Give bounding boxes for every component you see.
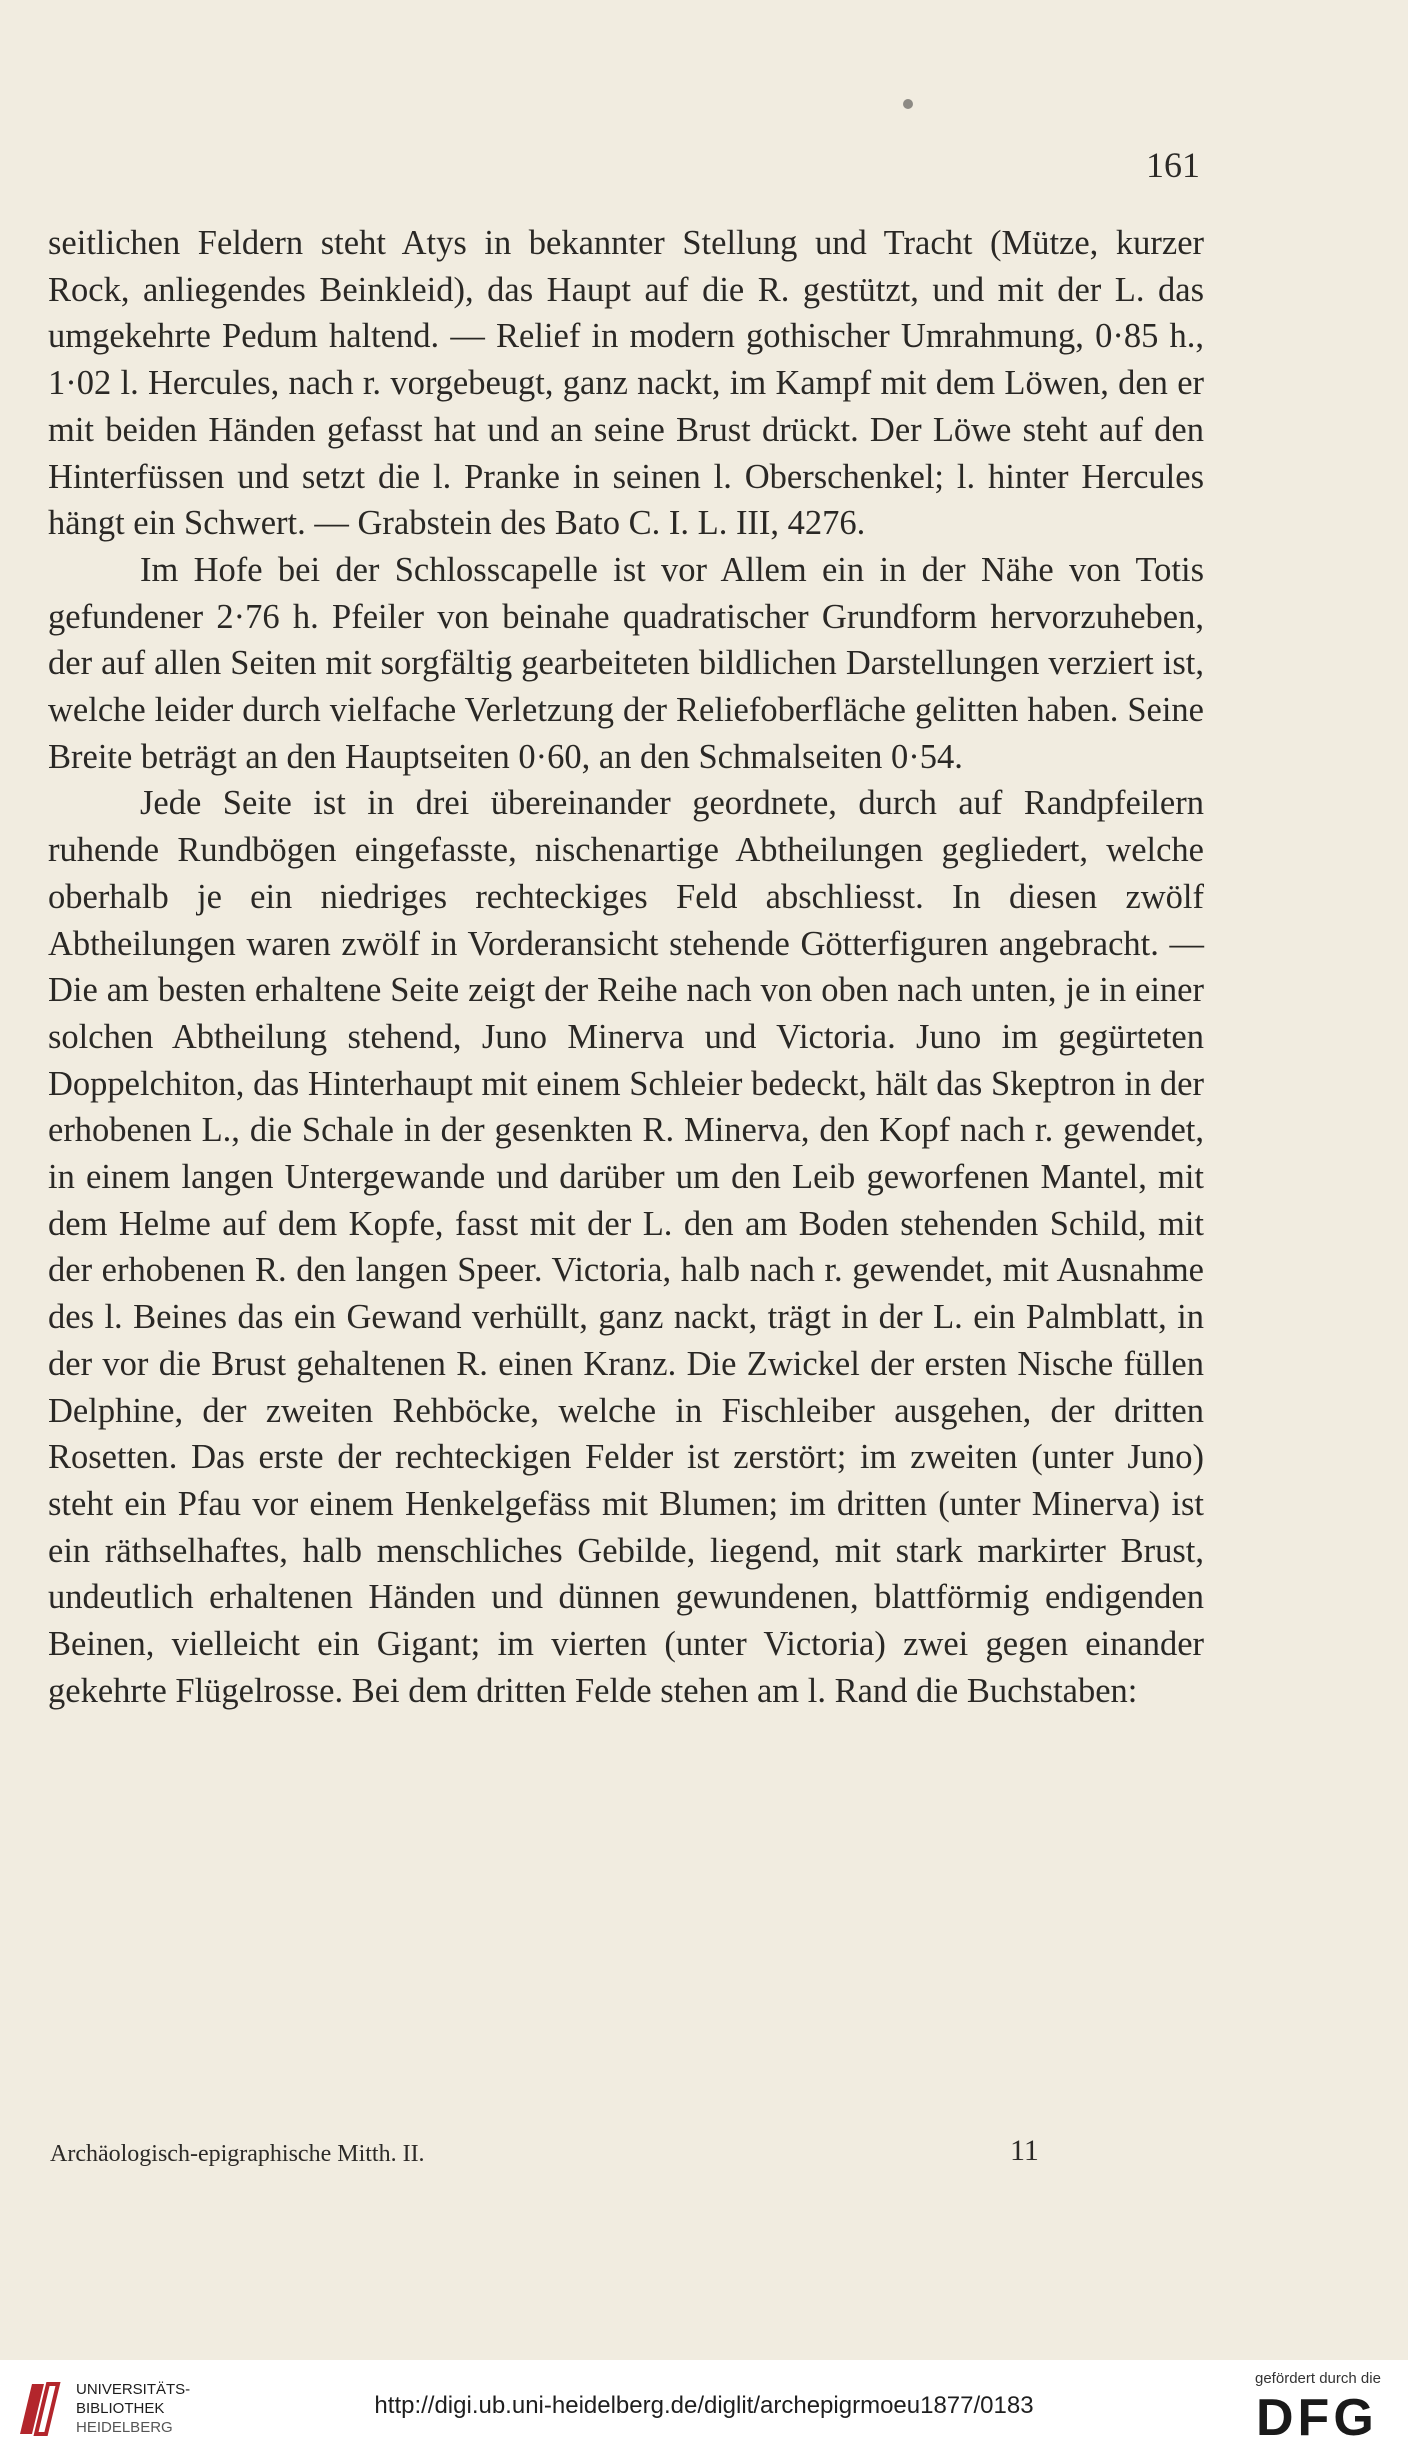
body-text [48,220,1204,1715]
paragraph-1: seitlichen Feldern steht Atys in bekannter Stellung und Tracht (Mütze, kurzer Rock, anliegendes Beinkleid), das Haupt auf die R. gestützt, und mit der L. das umgekehrte Pedum haltend. — Relief in modern gothischer Umrahmung, 0·85 h., 1·02 l. Hercules, nach r. vorgebeugt, ganz nackt, im Kampf mit dem Löwen, den er mit beiden Händen gefasst hat und an seine Brust drückt. Der Löwe steht auf den Hinterfüssen und setzt die l. Pranke in seinen l. Oberschenkel; l. hinter Hercules hängt ein Schwert. — Grabstein des Bato C. I. L. III, 4276. [48,224,1204,543]
funding-caption: gefördert durch die [1255,2370,1381,2387]
permalink-url[interactable]: http://digi.ub.uni-heidelberg.de/diglit/archepigrmoeu1877/0183 [374,2392,1034,2419]
logo-line-1: UNIVERSITÄTS- [76,2381,191,2398]
logo-line-2: BIBLIOTHEK [76,2400,165,2417]
signature-mark: 11 [1010,2134,1039,2167]
page-number: 161 [1146,145,1200,185]
paragraph-2: Im Hofe bei der Schlosscapelle ist vor Allem ein in der Nähe von Totis gefundener 2·76 h. Pfeiler von beinahe quadratischer Grundform hervorzuheben, der auf allen Seiten mit sorgfältig gearbeiteten bildlichen Darstellungen verziert ist, welche leider durch vielfache Verletzung der Reliefoberfläche gelitten haben. Seine Breite beträgt an den Hauptseiten 0·60, an den Schmalseiten 0·54. [48,550,1204,776]
paragraph-3: Jede Seite ist in drei übereinander geordnete, durch auf Randpfeilern ruhende Rundbögen eingefasste, nischenartige Abtheilungen gegliedert, welche oberhalb je ein niedriges rechteckiges Feld abschliesst. In diesen zwölf Abtheilungen waren zwölf in Vorderansicht stehende Götterfiguren angebracht. — Die am besten erhaltene Seite zeigt der Reihe nach von oben nach unten, je in einer solchen Abtheilung stehend, Juno Minerva und Victoria. Juno im gegürteten Doppelchiton, das Hinterhaupt mit einem Schleier bedeckt, hält das Skeptron in der erhobenen L., die Schale in der gesenkten R. Minerva, den Kopf nach r. gewendet, in einem langen Untergewande und darüber um den Leib geworfenen Mantel, mit dem Helme auf dem Kopfe, fasst mit der L. den am Boden stehenden Schild, mit der erhobenen R. den langen Speer. Victoria, halb nach r. gewendet, mit Ausnahme des l. Beines das ein Gewand verhüllt, ganz nackt, trägt in der L. ein Palmblatt, in der vor die Brust gehaltenen R. einen Kranz. Die Zwickel der ersten Nische füllen Delphine, der zweiten Rehböcke, welche in Fischleiber ausgehen, der dritten Rosetten. Das erste der rechteckigen Felder ist zerstört; im zweiten (unter Juno) steht ein Pfau vor einem Henkelgefäss mit Blumen; im dritten (unter Minerva) ist ein räthselhaftes, halb menschliches Gebilde, liegend, mit stark markirter Brust, undeutlich erhaltenen Händen und dünnen gewundenen, blattförmig endigenden Beinen, vielleicht ein Gigant; im vierten (unter Victoria) zwei gegen einander gekehrte Flügelrosse. Bei dem dritten Felde stehen am l. Rand die Buchstaben: [48,784,1204,1710]
dfg-logo: DFG [1256,2389,1378,2447]
logo-line-3: HEIDELBERG [76,2419,173,2436]
ink-speck [903,99,913,109]
digitization-bar [0,2360,1408,2454]
running-footer-title: Archäologisch-epigraphische Mitth. II. [50,2141,425,2167]
